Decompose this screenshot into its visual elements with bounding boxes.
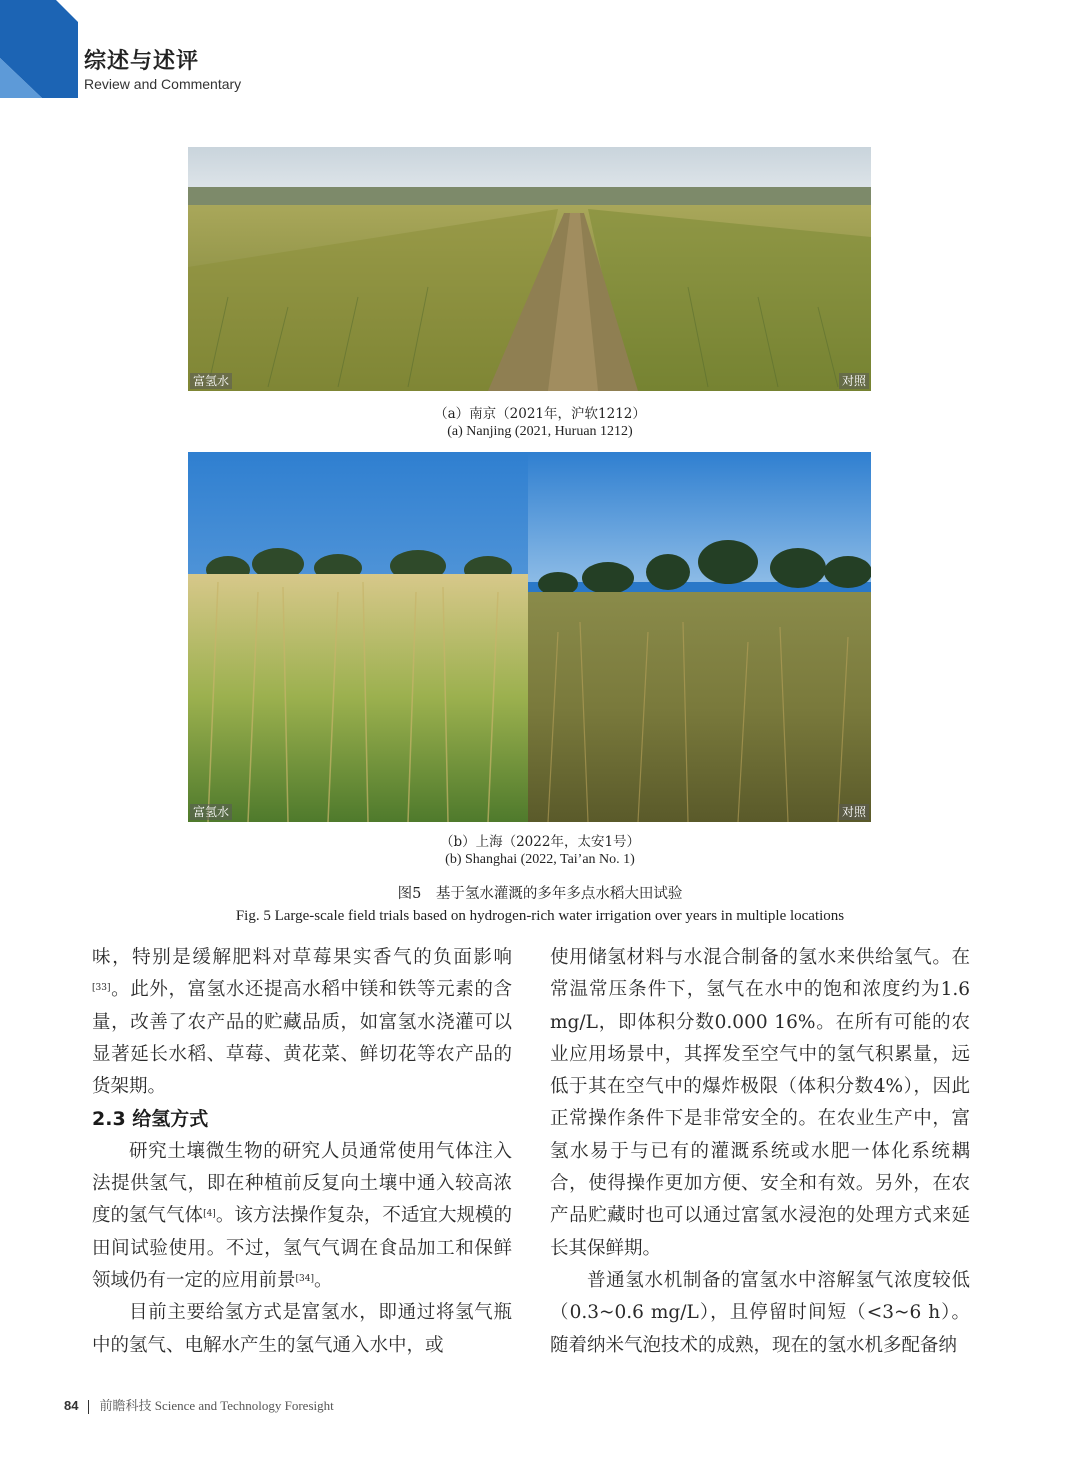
journal-name-en: Science and Technology Foresight [154, 1398, 334, 1413]
panel-b-caption-cn: （b）上海（2022年，太安1号） [439, 834, 641, 850]
photo-a-tag-treatment: 富氢水 [190, 373, 232, 389]
panel-a-caption-en: (a) Nanjing (2021, Huruan 1212) [447, 424, 633, 439]
page-footer [64, 1395, 334, 1414]
figure-title-en: Fig. 5 Large-scale field trials based on hydrogen-rich water irrigation over years in multiple locations [235, 908, 845, 924]
footer-divider [88, 1400, 89, 1414]
body-column-right [550, 942, 970, 1362]
panel-b-caption-en: (b) Shanghai (2022, Tai’an No. 1) [445, 852, 635, 867]
paragraph: 使用储氢材料与水混合制备的氢水来供给氢气。在常温常压条件下，氢气在水中的饱和浓度约为1.6 mg/L，即体积分数0.000 16%。在所有可能的农业应用场景中，其挥发至空气中的氢气积累量，远低于其在空气中的爆炸极限（体积分数4%），因此正常操作条件下是非常安全的。在农业生产中，富氢水易于与已有的灌溉系统或水肥一体化系统耦合，使得操作更加方便、安全和有效。另外，在农产品贮藏时也可以通过富氢水浸泡的处理方式来延长其保鲜期。 [550, 947, 970, 1259]
photo-panel-a [188, 147, 871, 391]
photo-b-tag-treatment: 富氢水 [190, 804, 232, 820]
paragraph: 味，特别是缓解肥料对草莓果实香气的负面影响[33]。此外，富氢水还提高水稻中镁和铁等元素的含量，改善了农产品的贮藏品质，如富氢水浇灌可以显著延长水稻、草莓、黄花菜、鲜切花等农产品的货架期。 [92, 947, 512, 1098]
paragraph: 研究土壤微生物的研究人员通常使用气体注入法提供氢气，即在种植前反复向土壤中通入较高浓度的氢气气体[4]。该方法操作复杂，不适宜大规模的田间试验使用。不过，氢气气调在食品加工和保鲜领域仍有一定的应用前景[34]。 [92, 1140, 512, 1291]
journal-name-cn: 前瞻科技 [99, 1398, 152, 1413]
figure-title-cn: 图5 基于氢水灌溉的多年多点水稻大田试验 [397, 886, 683, 902]
section-subtitle: Review and Commentary [84, 76, 242, 92]
page-number: 84 [64, 1398, 79, 1413]
citation: [34] [295, 1273, 314, 1284]
panel-a-caption-cn: （a）南京（2021年，沪软1212） [434, 406, 646, 422]
paragraph: 普通氢水机制备的富氢水中溶解氢气浓度较低（0.3~0.6 mg/L），且停留时间短（<3~6 h）。随着纳米气泡技术的成熟，现在的氢水机多配备纳 [550, 1269, 970, 1356]
photo-a-tag-control: 对照 [839, 373, 869, 389]
body-column-left [92, 942, 512, 1362]
citation: [33] [92, 983, 111, 994]
photo-panel-b [188, 452, 871, 822]
photo-b-tag-control: 对照 [839, 804, 869, 820]
header-corner-accent [0, 0, 80, 100]
rice-field-image-b [188, 452, 871, 822]
section-heading: 2.3 给氢方式 [92, 1108, 209, 1131]
rice-field-image-a [188, 147, 871, 391]
section-title: 综述与述评 [84, 49, 200, 74]
citation: [4] [203, 1209, 216, 1220]
paragraph: 目前主要给氢方式是富氢水，即通过将氢气瓶中的氢气、电解水产生的氢气通入水中，或 [92, 1302, 512, 1356]
